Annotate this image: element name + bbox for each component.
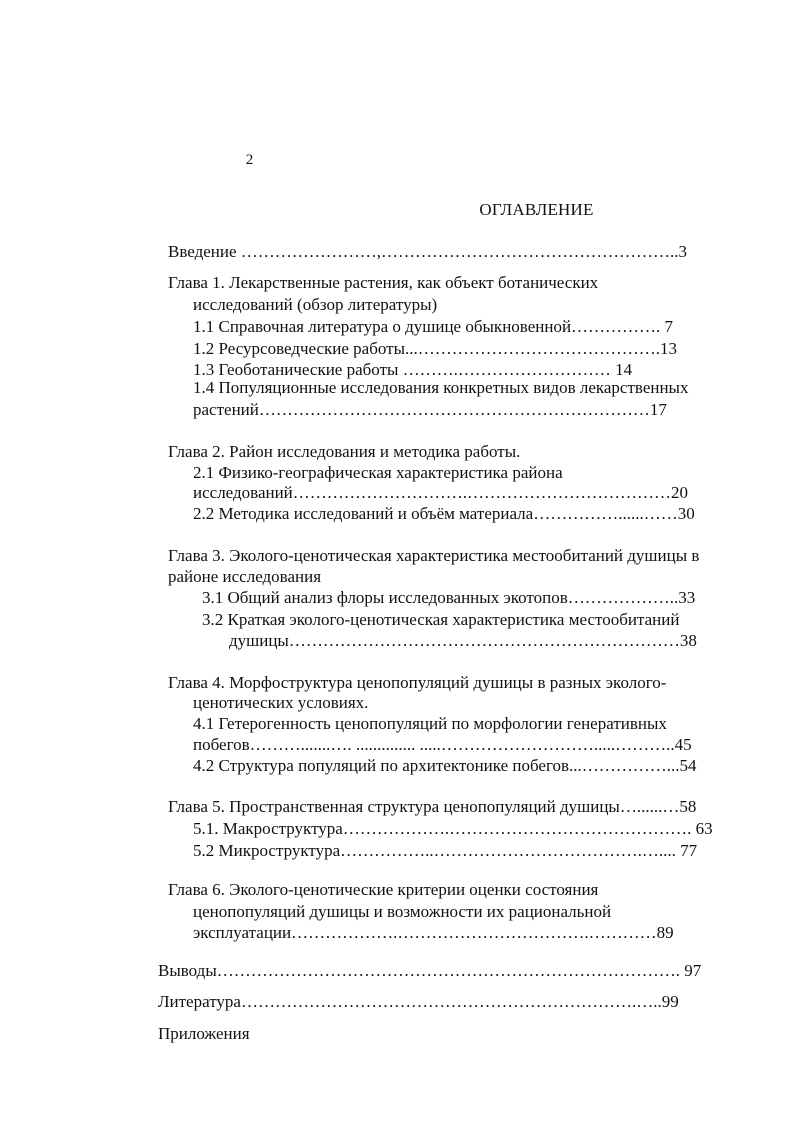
toc-section-3-1: 3.1 Общий анализ флоры исследованных экотопов………………..33 [202,588,696,607]
toc-chapter-4-title: Глава 4. Морфоструктура ценопопуляций душицы в разных эколого- [168,673,667,692]
page-number: 2 [245,152,254,168]
toc-chapter-6-title: Глава 6. Эколого-ценотические критерии оценки состояния [168,880,599,899]
toc-chapter-3-title: Глава 3. Эколого-ценотическая характеристика местообитаний душицы в [168,546,700,565]
toc-entry-introduction: Введение ……………………,……………………………………………..3 [168,242,688,261]
toc-chapter-4-title-cont: ценотических условиях. [193,693,369,712]
toc-section-5-2: 5.2 Микроструктура……………..……………………………….….... 77 [193,841,698,860]
toc-chapter-2-title: Глава 2. Район исследования и методика работы. [168,442,521,461]
toc-chapter-1-title: Глава 1. Лекарственные растения, как объект ботанических [168,273,599,292]
toc-entry-literature: Литература…………………………………………………………….…..99 [158,992,679,1011]
toc-chapter-5-title: Глава 5. Пространственная структура ценопопуляций душицы…......…58 [168,797,697,816]
toc-section-1-3: 1.3 Геоботанические работы ……….……………………… 14 [193,360,633,379]
toc-section-2-1: 2.1 Физико-географическая характеристика района [193,463,563,482]
toc-chapter-6-title-cont: ценопопуляций душицы и возможности их рациональной [193,902,612,921]
toc-section-2-2: 2.2 Методика исследований и объём материала……………......……30 [193,504,695,523]
toc-section-1-1: 1.1 Справочная литература о душице обыкновенной……………. 7 [193,317,674,336]
toc-section-4-1-cont: побегов……….......…. .............. .....……………………….....………..45 [193,735,692,754]
toc-entry-conclusions: Выводы………………………………………………………………………. 97 [158,961,702,980]
toc-section-1-4-cont: растений……………………………………………………………17 [193,400,667,419]
toc-section-1-2: 1.2 Ресурсоведческие работы...…………………………………….13 [193,339,678,358]
toc-section-5-1: 5.1. Макроструктура……………….……………………………………. 63 [193,819,713,838]
toc-chapter-3-title-cont: районе исследования [168,567,322,586]
toc-chapter-6-title-cont-2: эксплуатации……………….…………………………….…………89 [193,923,674,942]
toc-section-3-2-cont: душицы……………………………………………………………38 [229,631,697,650]
toc-chapter-1-title-cont: исследований (обзор литературы) [193,295,438,314]
toc-section-1-4: 1.4 Популяционные исследования конкретных видов лекарственных [193,378,689,397]
toc-entry-appendix: Приложения [158,1024,250,1043]
page-title: ОГЛАВЛЕНИЕ [479,200,594,219]
toc-section-3-2: 3.2 Краткая эколого-ценотическая характеристика местообитаний [202,610,680,629]
toc-section-2-1-cont: исследований………………………….………………………………20 [193,483,689,502]
toc-section-4-2: 4.2 Структура популяций по архитектонике побегов...……………...54 [193,756,697,775]
toc-section-4-1: 4.1 Гетерогенность ценопопуляций по морфологии генеративных [193,714,667,733]
